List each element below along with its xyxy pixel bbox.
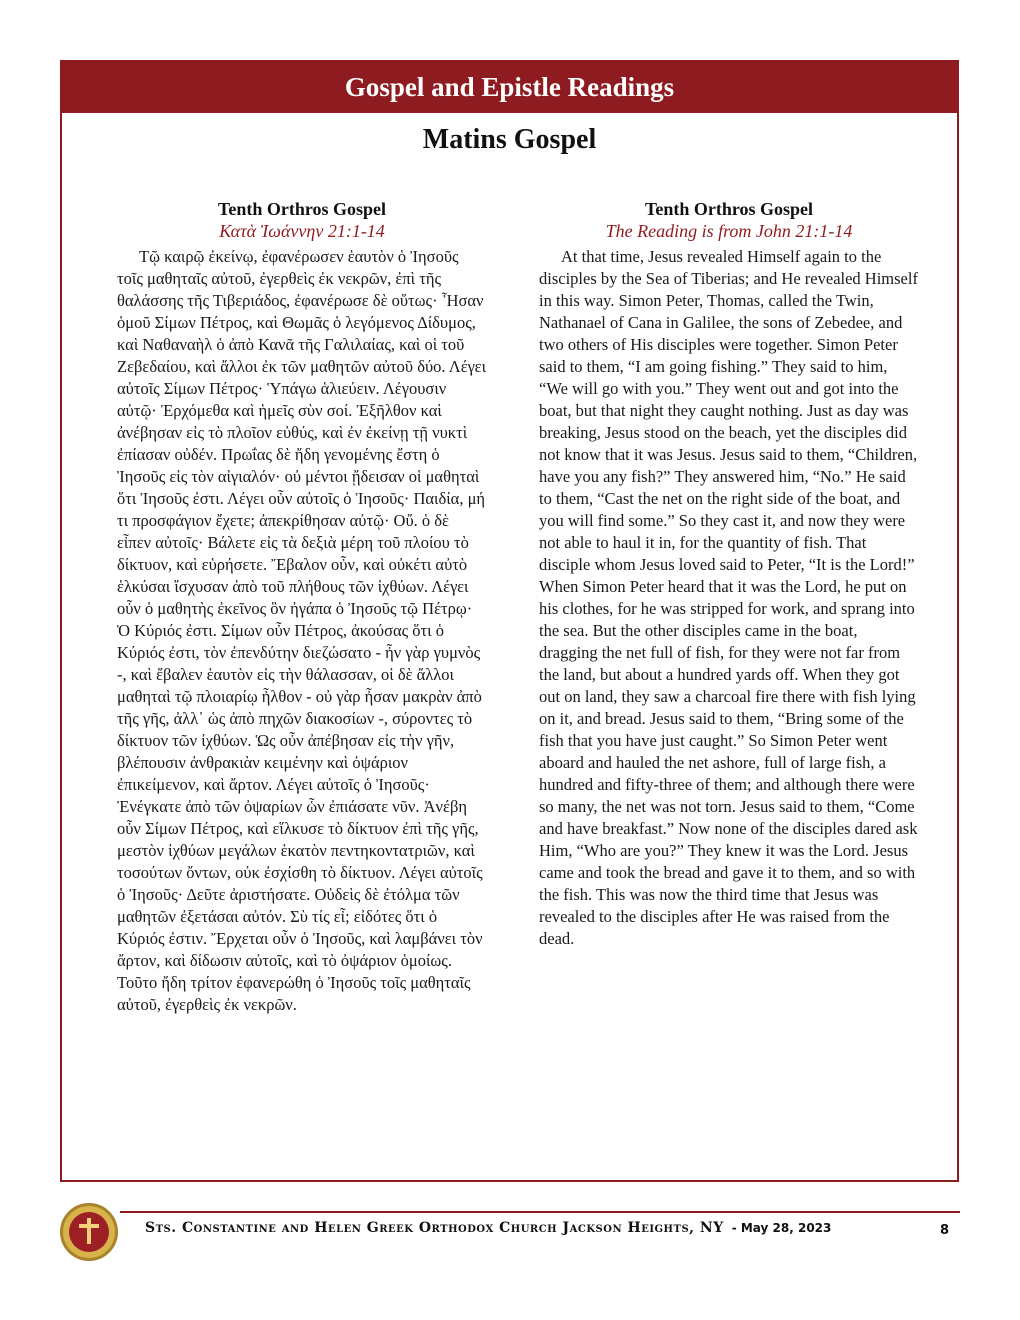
cross-bar	[79, 1224, 99, 1228]
church-name: Sts. Constantine and Helen Greek Orthodox Church Jackson Heights, NY	[145, 1220, 724, 1236]
english-column	[539, 198, 919, 950]
greek-reading-title: Tenth Orthros Gospel	[217, 199, 387, 219]
page-number: 8	[940, 1223, 950, 1238]
footer-church-name	[145, 1220, 845, 1236]
english-reading-text: At that time, Jesus revealed Himself again to the disciples by the Sea of Tiberias; and He revealed Himself in this way. Simon Peter, Thomas, called the Twin, Nathanael of Cana in Galilee, the sons of Zebedee, and two others of His disciples were together. Simon Peter said to them, “I am going fishing.” They said to him, “We will go with you.” They went out and got into the boat, but that night they caught nothing. Just as day was breaking, Jesus stood on the beach, yet the disciples did not know that it was Jesus. Jesus said to them, “Children, have you any fish?” They answered him, “No.” He said to them, “Cast the net on the right side of the boat, and you will find some.” So they cast it, and now they were not able to haul it in, for the quantity of fish. That disciple whom Jesus loved said to Peter, “It is the Lord!” When Simon Peter heard that it was the Lord, he put on his clothes, for he was stripped for work, and sprang into the sea. But the other disciples came in the boat, dragging the net full of fish, for they were not far from the land, but about a hundred yards off. When they got out on land, they saw a charcoal fire there with fish lying on it, and bread. Jesus said to them, “Bring some of the fish that you have just caught.” So Simon Peter went aboard and hauled the net ashore, full of large fish, a hundred and fifty-three of them; and although there were so many, the net was not torn. Jesus said to them, “Come and have breakfast.” Now none of the disciples dared ask Him, “Who are you?” They knew it was the Lord. Jesus came and took the bread and gave it to them, and so with the fish. This was now the third time that Jesus was revealed to the disciples after He was raised from the dead.	[539, 247, 918, 948]
greek-column	[117, 198, 487, 1016]
english-reading-reference: The Reading is from John 21:1-14	[605, 221, 853, 241]
section-heading: Matins Gospel	[422, 124, 597, 155]
cross-icon	[87, 1218, 91, 1244]
banner-title: Gospel and Epistle Readings	[62, 62, 957, 113]
church-seal-icon	[60, 1203, 118, 1261]
greek-reading-reference: Κατὰ Ἰωάννην 21:1-14	[219, 221, 385, 241]
footer-date: - May 28, 2023	[731, 1221, 832, 1235]
greek-reading-text: Τῷ καιρῷ ἐκείνῳ, ἐφανέρωσεν ἑαυτὸν ὁ Ἰησοῦς τοῖς μαθηταῖς αὐτοῦ, ἐγερθεὶς ἐκ νεκρῶν, ἐπὶ τῆς θαλάσσης τῆς Τιβεριάδος, ἐφανέρωσε δὲ οὕτως· Ἦσαν ὁμοῦ Σίμων Πέτρος, καὶ Θωμᾶς ὁ λεγόμενος Δίδυμος, καὶ Ναθαναὴλ ὁ ἀπὸ Κανᾶ τῆς Γαλιλαίας, καὶ οἱ τοῦ Ζεβεδαίου, καὶ ἄλλοι ἐκ τῶν μαθητῶν αὐτοῦ δύο. Λέγει αὐτοῖς Σίμων Πέτρος· Ὑπάγω ἁλιεύειν. Λέγουσιν αὐτῷ· Ἐρχόμεθα καὶ ἡμεῖς σὺν σοί. Ἐξῆλθον καὶ ἀνέβησαν εἰς τὸ πλοῖον εὐθύς, καὶ ἐν ἐκείνῃ τῇ νυκτὶ ἐπίασαν οὐδέν. Πρωΐας δὲ ἤδη γενομένης ἔστη ὁ Ἰησοῦς εἰς τὸν αἰγιαλόν· οὐ μέντοι ᾔδεισαν οἱ μαθηταὶ ὅτι Ἰησοῦς ἐστι. Λέγει οὖν αὐτοῖς ὁ Ἰησοῦς· Παιδία, μή τι προσφάγιον ἔχετε; ἀπεκρίθησαν αὐτῷ· Οὔ. ὁ δὲ εἶπεν αὐτοῖς· Βάλετε εἰς τὰ δεξιὰ μέρη τοῦ πλοίου τὸ δίκτυον, καὶ εὑρήσετε. Ἔβαλον οὖν, καὶ οὐκέτι αὐτὸ ἑλκύσαι ἴσχυσαν ἀπὸ τοῦ πλήθους τῶν ἰχθύων. Λέγει οὖν ὁ μαθητὴς ἐκεῖνος ὃν ἠγάπα ὁ Ἰησοῦς τῷ Πέτρῳ· Ὁ Κύριός ἐστι. Σίμων οὖν Πέτρος, ἀκούσας ὅτι ὁ Κύριός ἐστι, τὸν ἐπενδύτην διεζώσατο - ἦν γὰρ γυμνὸς -, καὶ ἔβαλεν ἑαυτὸν εἰς τὴν θάλασσαν, οἱ δὲ ἄλλοι μαθηταὶ τῷ πλοιαρίῳ ἦλθον - οὐ γὰρ ἦσαν μακρὰν ἀπὸ τῆς γῆς, ἀλλ᾽ ὡς ἀπὸ πηχῶν διακοσίων -, σύροντες τὸ δίκτυον τῶν ἰχθύων. Ὡς οὖν ἀπέβησαν εἰς τὴν γῆν, βλέπουσιν ἀνθρακιὰν κειμένην καὶ ὀψάριον ἐπικείμενον, καὶ ἄρτον. Λέγει αὐτοῖς ὁ Ἰησοῦς· Ἐνέγκατε ἀπὸ τῶν ὀψαρίων ὧν ἐπιάσατε νῦν. Ἀνέβη οὖν Σίμων Πέτρος, καὶ εἵλκυσε τὸ δίκτυον ἐπὶ τῆς γῆς, μεστὸν ἰχθύων μεγάλων ἑκατὸν πεντηκοντατριῶν, καὶ τοσούτων ὄντων, οὐκ ἐσχίσθη τὸ δίκτυον. Λέγει αὐτοῖς ὁ Ἰησοῦς· Δεῦτε ἀριστήσατε. Οὐδεὶς δὲ ἐτόλμα τῶν μαθητῶν ἐξετάσαι αὐτόν. Σὺ τίς εἶ; εἰδότες ὅτι ὁ Κύριός ἐστιν. Ἔρχεται οὖν ὁ Ἰησοῦς, καὶ λαμβάνει τὸν ἄρτον, καὶ δίδωσιν αὐτοῖς, καὶ τὸ ὀψάριον ὁμοίως. Τοῦτο ἤδη τρίτον ἐφανερώθη ὁ Ἰησοῦς τοῖς μαθηταῖς αὐτοῦ, ἐγερθεὶς ἐκ νεκρῶν.	[117, 247, 487, 1014]
footer-rule	[120, 1211, 960, 1213]
english-reading-title: Tenth Orthros Gospel	[644, 199, 814, 219]
seal-center	[69, 1212, 109, 1252]
page-frame	[60, 60, 959, 1182]
